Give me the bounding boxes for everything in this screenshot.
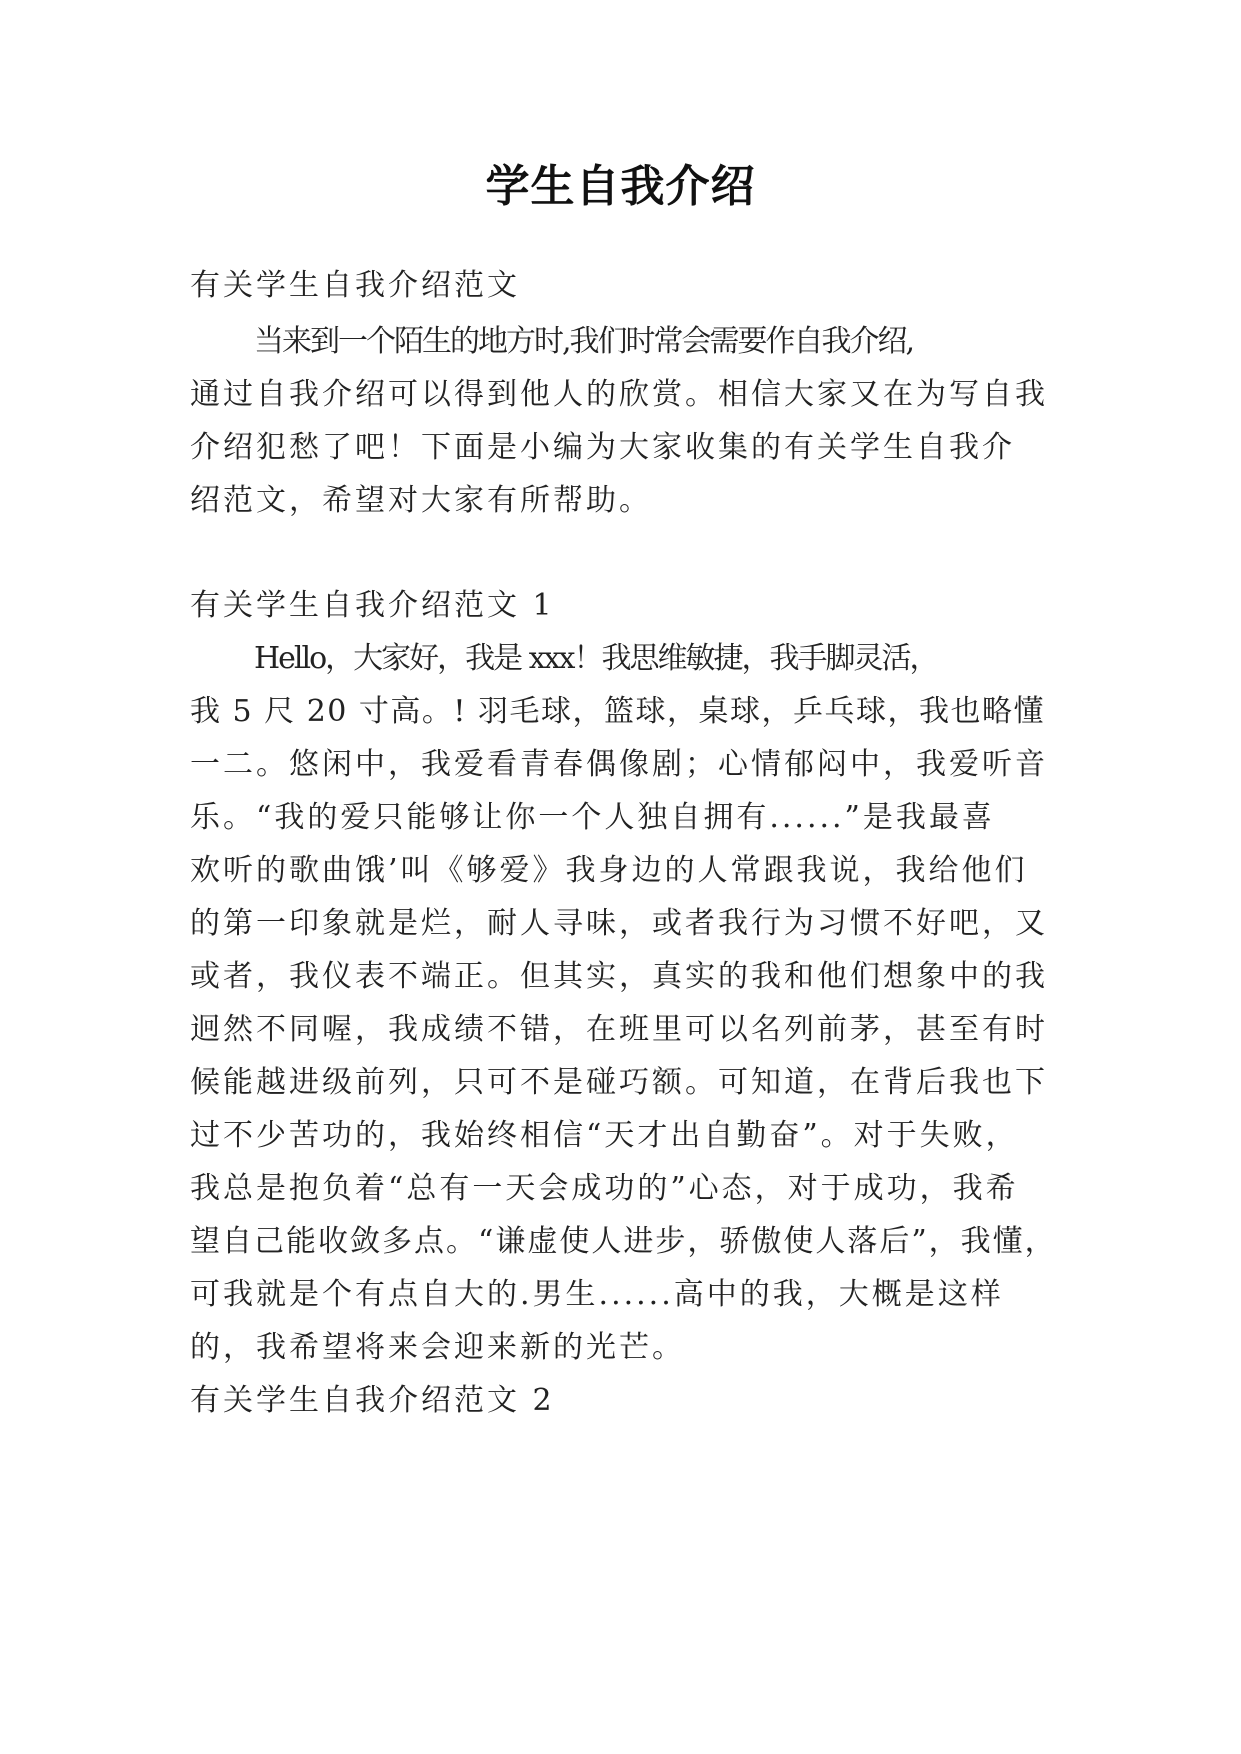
- paragraph-line: 绍范文，希望对大家有所帮助。: [190, 483, 652, 518]
- paragraph-line: 或者，我仪表不端正。但其实，真实的我和他们想象中的我: [190, 959, 1048, 994]
- section-heading: 有关学生自我介绍范文 1: [190, 588, 555, 623]
- document-title: 学生自我介绍: [485, 161, 756, 212]
- paragraph-line: 我 5 尺 20 寸高。! 羽毛球，篮球，桌球，乒乓球，我也略懂: [190, 694, 1045, 729]
- section-heading: 有关学生自我介绍范文 2: [190, 1383, 555, 1418]
- paragraph-line: 当来到一个陌生的地方时,我们时常会需要作自我介绍,: [254, 324, 914, 359]
- section-heading: 有关学生自我介绍范文: [190, 268, 520, 303]
- paragraph-line: Hello，大家好，我是 xxx！我思维敏捷，我手脚灵活，: [254, 641, 938, 676]
- paragraph-line: 乐。“我的爱只能够让你一个人独自拥有......”是我最喜: [190, 800, 995, 835]
- paragraph-line: 迥然不同喔，我成绩不错，在班里可以名列前茅，甚至有时: [190, 1012, 1048, 1047]
- paragraph-line: 过不少苦功的，我始终相信“天才出自勤奋”。对于失败，: [190, 1118, 1019, 1153]
- paragraph-line: 可我就是个有点自大的.男生......高中的我，大概是这样: [190, 1277, 1004, 1312]
- paragraph-line: 候能越进级前列，只可不是碰巧额。可知道，在背后我也下: [190, 1065, 1048, 1100]
- paragraph-line: 的，我希望将来会迎来新的光芒。: [190, 1330, 685, 1365]
- paragraph-line: 欢听的歌曲饿’叫《够爱》我身边的人常跟我说，我给他们: [190, 853, 1028, 888]
- paragraph-line: 望自己能收敛多点。“谦虚使人进步，骄傲使人落后”，我懂，: [190, 1224, 1057, 1259]
- paragraph-line: 通过自我介绍可以得到他人的欣赏。相信大家又在为写自我: [190, 377, 1048, 412]
- paragraph-line: 我总是抱负着“总有一天会成功的”心态，对于成功，我希: [190, 1171, 1019, 1206]
- paragraph-line: 一二。悠闲中，我爱看青春偶像剧；心情郁闷中，我爱听音: [190, 747, 1048, 782]
- paragraph-line: 介绍犯愁了吧！下面是小编为大家收集的有关学生自我介: [190, 430, 1015, 465]
- paragraph-line: 的第一印象就是烂，耐人寻味，或者我行为习惯不好吧，又: [190, 906, 1048, 941]
